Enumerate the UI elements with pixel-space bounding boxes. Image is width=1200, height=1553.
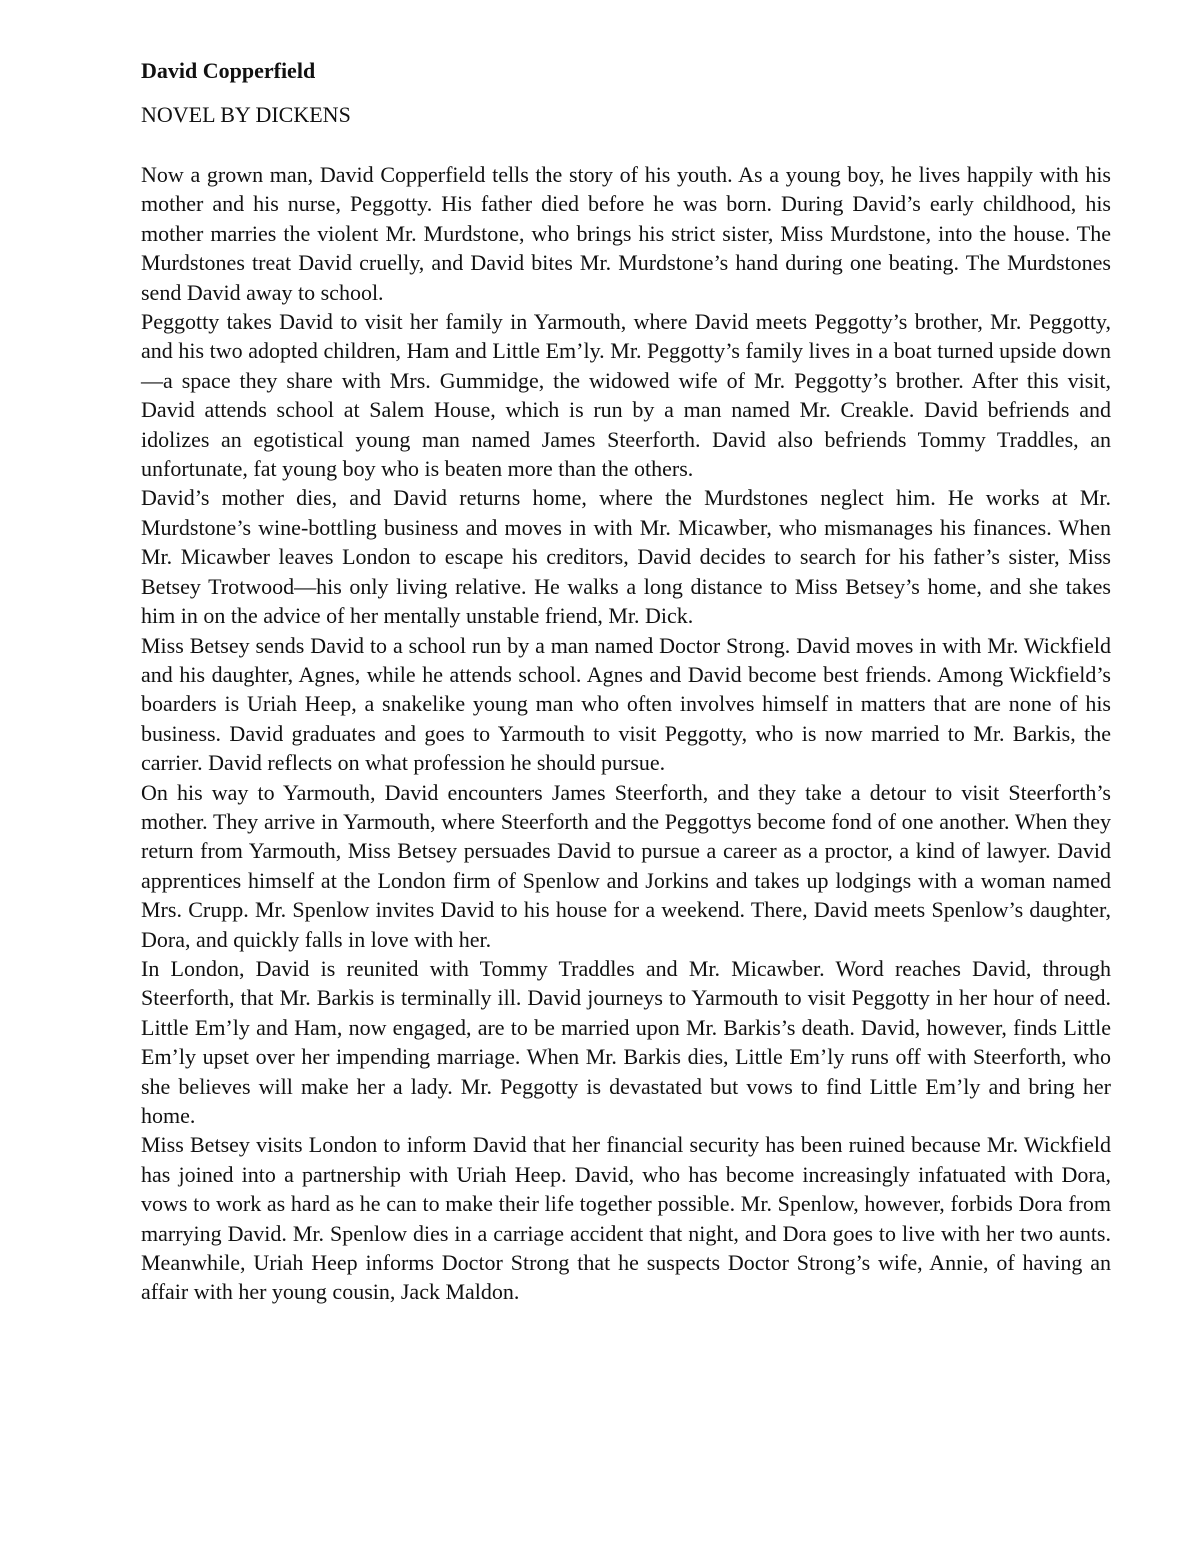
- document-page: [141, 56, 1111, 1307]
- paragraph: Peggotty takes David to visit her family in Yarmouth, where David meets Peggotty’s brother, Mr. Peggotty, and his two adopted children, Ham and Little Em’ly. Mr. Peggotty’s family lives in a boat turned upside down—a space they share with Mrs. Gummidge, the widowed wife of Mr. Peggotty’s brother. After this visit, David attends school at Salem House, which is run by a man named Mr. Creakle. David befriends and idolizes an egotistical young man named James Steerforth. David also befriends Tommy Traddles, an unfortunate, fat young boy who is beaten more than the others.: [141, 309, 1111, 482]
- paragraph: David’s mother dies, and David returns home, where the Murdstones neglect him. He works at Mr. Murdstone’s wine-bottling business and moves in with Mr. Micawber, who mismanages his finances. When Mr. Micawber leaves London to escape his creditors, David decides to search for his father’s sister, Miss Betsey Trotwood—his only living relative. He walks a long distance to Miss Betsey’s home, and she takes him in on the advice of her mentally unstable friend, Mr. Dick.: [141, 485, 1111, 629]
- document-subtitle: NOVEL BY DICKENS: [141, 102, 351, 127]
- paragraph: Miss Betsey sends David to a school run by a man named Doctor Strong. David moves in with Mr. Wickfield and his daughter, Agnes, while he attends school. Agnes and David become best friends. Among Wickfield’s boarders is Uriah Heep, a snakelike young man who often involves himself in matters that are none of his business. David graduates and goes to Yarmouth to visit Peggotty, who is now married to Mr. Barkis, the carrier. David reflects on what profession he should pursue.: [141, 632, 1111, 776]
- paragraph: In London, David is reunited with Tommy Traddles and Mr. Micawber. Word reaches David, through Steerforth, that Mr. Barkis is terminally ill. David journeys to Yarmouth to visit Peggotty in her hour of need. Little Em’ly and Ham, now engaged, are to be married upon Mr. Barkis’s death. David, however, finds Little Em’ly upset over her impending marriage. When Mr. Barkis dies, Little Em’ly runs off with Steerforth, who she believes will make her a lady. Mr. Peggotty is devastated but vows to find Little Em’ly and bring her home.: [141, 955, 1111, 1128]
- paragraph: Miss Betsey visits London to inform David that her financial security has been ruined because Mr. Wickfield has joined into a partnership with Uriah Heep. David, who has become increasingly infatuated with Dora, vows to work as hard as he can to make their life together possible. Mr. Spenlow, however, forbids Dora from marrying David. Mr. Spenlow dies in a carriage accident that night, and Dora goes to live with her two aunts. Meanwhile, Uriah Heep informs Doctor Strong that he suspects Doctor Strong’s wife, Annie, of having an affair with her young cousin, Jack Maldon.: [141, 1132, 1111, 1305]
- paragraph: Now a grown man, David Copperfield tells the story of his youth. As a young boy, he lives happily with his mother and his nurse, Peggotty. His father died before he was born. During David’s early childhood, his mother marries the violent Mr. Murdstone, who brings his strict sister, Miss Murdstone, into the house. The Murdstones treat David cruelly, and David bites Mr. Murdstone’s hand during one beating. The Murdstones send David away to school.: [141, 162, 1111, 305]
- document-title: David Copperfield: [141, 58, 316, 83]
- paragraph: On his way to Yarmouth, David encounters James Steerforth, and they take a detour to visit Steerforth’s mother. They arrive in Yarmouth, where Steerforth and the Peggottys become fond of one another. When they return from Yarmouth, Miss Betsey persuades David to pursue a career as a proctor, a kind of lawyer. David apprentices himself at the London firm of Spenlow and Jorkins and takes up lodgings with a woman named Mrs. Crupp. Mr. Spenlow invites David to his house for a weekend. There, David meets Spenlow’s daughter, Dora, and quickly falls in love with her.: [141, 779, 1111, 952]
- document-body: [141, 160, 1111, 1307]
